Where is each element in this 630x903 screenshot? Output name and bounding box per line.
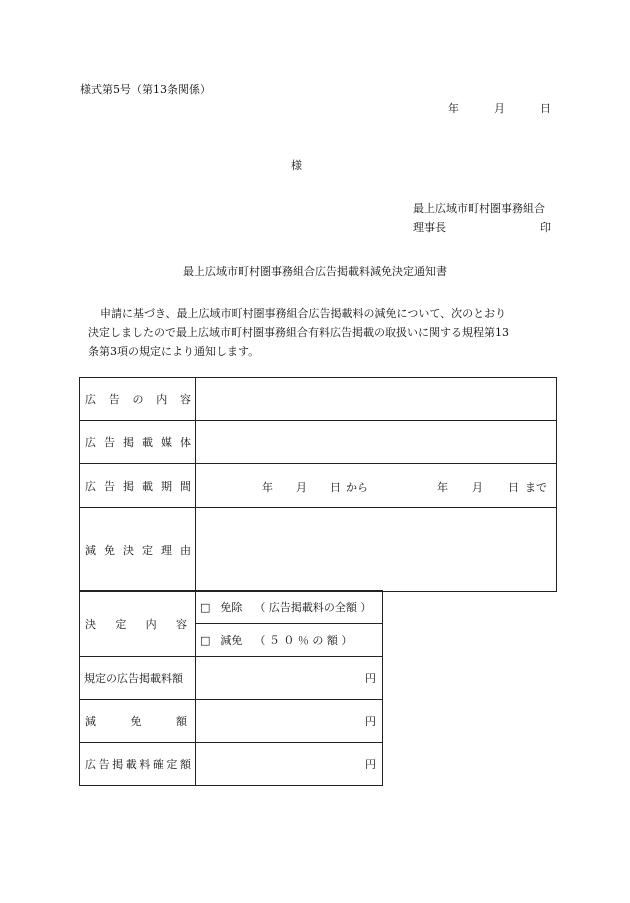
regular-fee-value bbox=[196, 657, 383, 700]
final-fee-label-char: 定 bbox=[166, 758, 178, 771]
content-label-char: の bbox=[132, 393, 144, 406]
seal-mark: 印 bbox=[540, 221, 551, 234]
date-month: 月 bbox=[494, 102, 505, 115]
reason-label-char: 理 bbox=[161, 543, 172, 557]
period-year-1: 年 bbox=[262, 481, 273, 494]
decision-label-char: 決 bbox=[85, 617, 96, 631]
option-reduction bbox=[196, 623, 382, 656]
final-fee-value bbox=[196, 743, 383, 786]
period-label-char: 間 bbox=[180, 479, 191, 493]
final-fee-label-char: 告 bbox=[98, 758, 110, 771]
media-label-char: 広 bbox=[85, 436, 96, 449]
final-fee-label-char: 広 bbox=[85, 758, 96, 771]
sender-title: 理事長 bbox=[413, 221, 446, 234]
document-title: 最上広域市町村圏事務組合広告掲載料減免決定通知書 bbox=[183, 265, 447, 278]
media-label-char: 告 bbox=[104, 436, 115, 449]
ad-media-label bbox=[80, 421, 196, 464]
option-exemption-checkbox: □ bbox=[200, 600, 211, 614]
reduction-label-char: 免 bbox=[130, 715, 142, 728]
ad-media-value bbox=[196, 421, 557, 464]
regular-fee-label: 規定の広告掲載料額 bbox=[80, 657, 196, 700]
final-fee-label-char: 確 bbox=[152, 758, 164, 771]
media-label-char: 媒 bbox=[161, 436, 172, 449]
notice-body bbox=[88, 304, 558, 361]
recipient-suffix: 様 bbox=[291, 159, 302, 172]
final-fee-label-char: 載 bbox=[125, 758, 137, 771]
reduction-yen: 円 bbox=[365, 715, 376, 728]
reason-label-char: 定 bbox=[142, 543, 153, 557]
final-fee-label-char: 掲 bbox=[112, 758, 124, 771]
period-day-2: 日 bbox=[508, 481, 519, 494]
period-label-char: 告 bbox=[104, 479, 115, 493]
reason-label bbox=[80, 508, 196, 592]
ad-content-value bbox=[196, 378, 557, 421]
period-until: まで bbox=[525, 481, 547, 494]
option-exemption-name: 免除 bbox=[220, 601, 243, 614]
option-exemption bbox=[196, 591, 382, 623]
reason-label-char: 由 bbox=[180, 543, 191, 557]
body-line-2: 決定しましたので最上広域市町村圏事務組合有料広告掲載の取扱いに関する規程第13 bbox=[88, 326, 509, 339]
decision-options bbox=[196, 591, 383, 657]
content-label-char: 広 bbox=[85, 393, 96, 406]
final-fee-label-char: 料 bbox=[139, 758, 151, 771]
content-label-char: 告 bbox=[108, 393, 120, 406]
reduction-amount-label bbox=[80, 700, 196, 743]
decision-label-char: 定 bbox=[115, 617, 127, 631]
form-number: 様式第5号（第13条関係） bbox=[80, 83, 211, 96]
option-exemption-detail: （ 広告掲載料の全額 ） bbox=[254, 601, 372, 614]
notice-table-upper bbox=[79, 377, 557, 592]
period-label-char: 掲 bbox=[123, 479, 134, 493]
decision-label-char: 容 bbox=[175, 617, 187, 631]
period-label-char: 広 bbox=[85, 479, 96, 493]
regular-fee-yen: 円 bbox=[365, 672, 376, 685]
period-label-char: 載 bbox=[142, 479, 153, 493]
sender-organization: 最上広域市町村圏事務組合 bbox=[413, 202, 545, 215]
ad-content-label bbox=[80, 378, 196, 421]
reduction-label-char: 額 bbox=[176, 715, 187, 728]
media-label-char: 掲 bbox=[123, 436, 134, 449]
date-year: 年 bbox=[448, 102, 459, 115]
reduction-amount-value bbox=[196, 700, 383, 743]
final-fee-label bbox=[80, 743, 196, 786]
reason-label-char: 決 bbox=[123, 543, 134, 557]
content-label-char: 内 bbox=[156, 393, 168, 406]
media-label-char: 体 bbox=[180, 436, 191, 449]
reason-label-char: 免 bbox=[104, 543, 115, 557]
decision-label bbox=[80, 591, 196, 657]
option-reduction-checkbox: □ bbox=[200, 633, 211, 647]
decision-label-char: 内 bbox=[145, 617, 157, 631]
content-label-char: 容 bbox=[180, 393, 191, 406]
body-line-1: 申請に基づき、最上広域市町村圏事務組合広告掲載料の減免について、次のとおり bbox=[100, 307, 507, 320]
ad-period-label bbox=[80, 464, 196, 508]
reason-label-char: 減 bbox=[85, 543, 96, 557]
period-month-1: 月 bbox=[296, 481, 307, 494]
option-reduction-detail: （ ５ ０ ％ の 額 ） bbox=[254, 634, 353, 647]
body-line-3: 条第3項の規定により通知します。 bbox=[88, 345, 260, 358]
media-label-char: 載 bbox=[142, 436, 153, 449]
option-reduction-name: 減免 bbox=[220, 634, 243, 647]
reason-value bbox=[196, 508, 557, 592]
date-day: 日 bbox=[540, 102, 551, 115]
ad-period-value bbox=[196, 464, 557, 508]
final-fee-label-char: 額 bbox=[179, 758, 191, 771]
period-year-2: 年 bbox=[437, 481, 448, 494]
period-from: から bbox=[346, 481, 368, 494]
period-day-1: 日 bbox=[330, 481, 341, 494]
reduction-label-char: 減 bbox=[85, 715, 96, 728]
period-month-2: 月 bbox=[472, 481, 483, 494]
period-label-char: 期 bbox=[161, 479, 172, 493]
notice-table-lower bbox=[79, 590, 383, 786]
final-fee-yen: 円 bbox=[365, 758, 376, 771]
